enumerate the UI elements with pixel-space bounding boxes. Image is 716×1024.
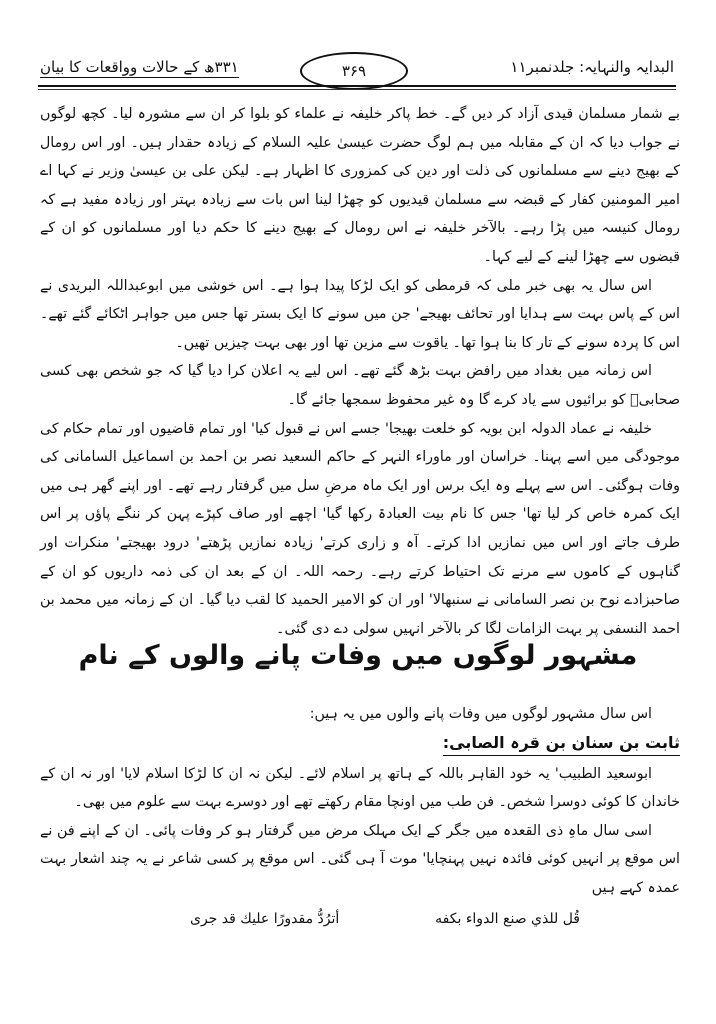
paragraph: خلیفہ نے عماد الدولہ ابن بویہ کو خلعت بھیجا' جسے اس نے قبول کیا' اور تمام قاضیوں اور تمام حکام کی موجودگی میں اسے پہنا۔ خراسان اور ماوراء النہر کے حاکم السعید نصر بن احمد بن اسماعیل السامانی کی وفات ہوگئی۔ اس سے پہلے وہ ایک برس اور ایک ماہ مرضِ سل میں گرفتار رہے تھے۔ اور اپنے گھر ہی میں ایک کمرہ خاص کر لیا تھا' جس کا نام بیت العبادۃ رکھا گیا' اچھے اور صاف کپڑے پہن کر ننگے پاؤں پر اس طرف جاتے اور اس میں نمازیں ادا کرتے۔ آہ و زاری کرتے' زیادہ نمازیں پڑھتے' درود بھیجتے' منکرات اور گناہوں کے کاموں سے مرنے تک احتیاط کرتے رہے۔ رحمہ اللہ۔ ان کے بعد ان کی ذمہ داریوں کو ان کے صاحبزادے نوح بن نصر السامانی نے سنبھالا' اور ان کو الامیر الحمید کا لقب دیا گیا۔ ان کے زمانہ میں محمد بن احمد النسفی پر بہت الزامات لگا کر بالآخر انہیں سولی دے دی گئی۔ [40, 420, 680, 637]
book-title: البدایہ والنہایہ: جلدنمبر۱۱ [510, 58, 674, 76]
header-divider [38, 85, 676, 87]
chapter-title: ۳۳۱ھ کے حالات وواقعات کا بیان [40, 58, 239, 76]
main-text [40, 100, 680, 643]
header-divider-thin [38, 89, 676, 90]
verse [40, 905, 680, 934]
person-heading: ثابت بن سنان بن قرہ الصابی: [443, 731, 680, 756]
paragraph: اسی سال ماہِ ذی القعدہ میں جگر کے ایک مہلک مرض میں گرفتار ہو کر وفات پائی۔ ان کے اپنے فن نے اس موقع پر انہیں کوئی فائدہ نہیں پہنچایا' موت آ ہی گئی۔ اس موقع پر کسی شاعر نے یہ چند اشعار بہت عمدہ کہے ہیں [40, 822, 680, 896]
page-number: ۳۶۹ [300, 52, 408, 90]
paragraph: بے شمار مسلمان قیدی آزاد کر دیں گے۔ خط پاکر خلیفہ نے علماء کو بلوا کر ان سے مشورہ لیا۔ کچھ لوگوں نے جواب دیا کہ ان کے مقابلہ میں ہم لوگ حضرت عیسیٰ علیہ السلام کے زیادہ حقدار ہیں۔ اور اس رومال کے بھیج دینے سے مسلمانوں کی ذلت اور دین کی کمزوری کا اظہار ہے۔ لیکن علی بن عیسیٰ وزیر نے کہا اے امیر المومنین کفار کے قبضہ سے مسلمان قیدیوں کو چھڑا لینا اس بات سے زیادہ بہتر اور زیادہ مفید ہے کہ رومال کنیسہ میں پڑا رہے۔ بالآخر خلیفہ نے اس رومال کے بھیج دینے کا حکم دیا اور مسلمانوں کو ان کے قبضوں سے چھڑا لینے کے لیے کہا۔ [40, 106, 680, 265]
paragraph: ابوسعید الطبیب' یہ خود القاہر باللہ کے ہاتھ پر اسلام لائے۔ لیکن نہ ان کا لڑکا اسلام لایا' اور نہ ان کے خاندان کا کوئی دوسرا شخص۔ فن طب میں اونچا مقام رکھتے تھے اور دوسرے بہت سے علوم میں بھی۔ [40, 765, 680, 811]
paragraph: اس سال یہ بھی خبر ملی کہ قرمطی کو ایک لڑکا پیدا ہوا ہے۔ اس خوشی میں ابوعبداللہ البریدی نے اس کے پاس بہت سے ہدایا اور تحائف بھیجے' جن میں سونے کا ایک بستر تھا جس میں جواہر اٹکائے گئے تھے۔ اس کا پردہ سونے کے تار کا بنا ہوا تھا۔ یاقوت سے مزین تھا اور بھی بہت چیزیں تھیں۔ [40, 277, 680, 351]
section-heading: مشہور لوگوں میں وفات پانے والوں کے نام [78, 640, 638, 671]
page-header [38, 52, 676, 92]
section-intro: اس سال مشہور لوگوں میں وفات پانے والوں میں یہ ہیں: [309, 706, 652, 722]
paragraph: اس زمانہ میں بغداد میں رافض بہت بڑھ گئے تھے۔ اس لیے یہ اعلان کرا دیا گیا کہ جو شخص بھی کسی صحابیؓ کو برائیوں سے یاد کرے گا وہ غیر محفوظ سمجھا جائے گا۔ [40, 363, 680, 408]
obituaries-section [40, 700, 680, 933]
verse-first-hemistich: قُل للذي صنع الدواء بكفه [435, 910, 580, 927]
verse-second-hemistich: أترُدُّ مقدورًا عليك قد جرى [190, 910, 340, 927]
